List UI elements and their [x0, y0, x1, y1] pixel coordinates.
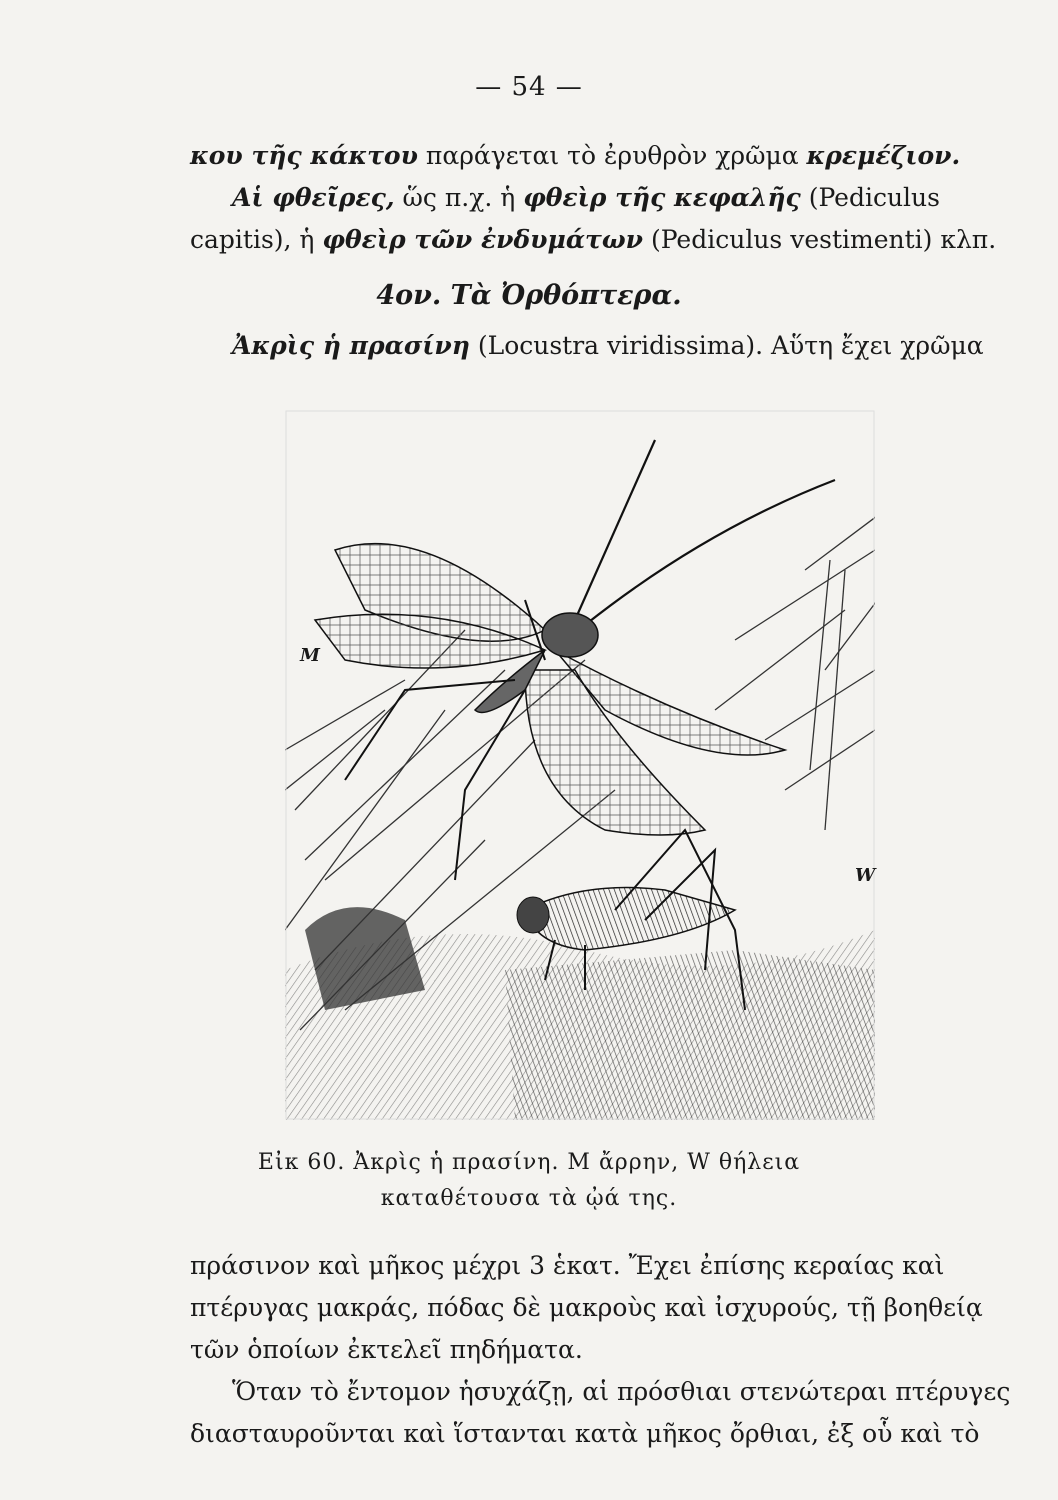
intro-line: Ἀκρὶς ἡ πρασίνη (Locustra viridissima). Αὕτη ἔχει χρῶμα — [232, 331, 984, 360]
text-line-1: κου τῆς κάκτου παράγεται τὸ ἐρυθρὸν χρῶμα κρεμέζιον. — [190, 141, 961, 170]
antennae — [575, 440, 835, 625]
male-head — [542, 613, 598, 657]
section-heading: 4ον. Τὰ Ὀρθόπτερα. — [376, 280, 682, 311]
figure-caption-line-1: Εἰκ 60. Ἀκρὶς ἡ πρασίνη. Μ ἄρρην, W θήλεια — [257, 1150, 801, 1175]
body-line-1: πράσινον καὶ μῆκος μέχρι 3 ἑκατ. Ἔχει ἐπίσης κεραίας καὶ — [190, 1251, 945, 1280]
label-male: M — [300, 645, 320, 666]
body-line-5: διασταυροῦνται καὶ ἵστανται κατὰ μῆκος ὄρθιαι, ἐξ οὗ καὶ τὸ — [190, 1419, 980, 1448]
page-number: — 54 — — [475, 72, 583, 102]
label-female: W — [855, 865, 876, 886]
text-line-2: Αἱ φθεῖρες, ὥς π.χ. ἡ φθεὶρ τῆς κεφαλῆς (Pediculus — [232, 183, 940, 212]
text-line-3: capitis), ἡ φθεὶρ τῶν ἐνδυμάτων (Pediculus vestimenti) κλπ. — [190, 225, 997, 254]
female-head — [517, 897, 549, 933]
engraving-svg — [285, 410, 875, 1120]
figure-caption-line-2: καταθέτουσα τὰ ᾠά της. — [380, 1186, 678, 1211]
body-line-2: πτέρυγας μακράς, πόδας δὲ μακροὺς καὶ ἰσχυρούς, τῇ βοηθείᾳ — [190, 1293, 983, 1322]
body-line-3: τῶν ὁποίων ἐκτελεῖ πηδήματα. — [190, 1335, 583, 1364]
grasshopper-illustration — [285, 410, 875, 1120]
rock-hatching — [505, 950, 875, 1120]
body-line-4: Ὅταν τὸ ἔντομον ἡσυχάζῃ, αἱ πρόσθιαι στενώτεραι πτέρυγες — [232, 1377, 1011, 1406]
female-body — [525, 888, 735, 951]
